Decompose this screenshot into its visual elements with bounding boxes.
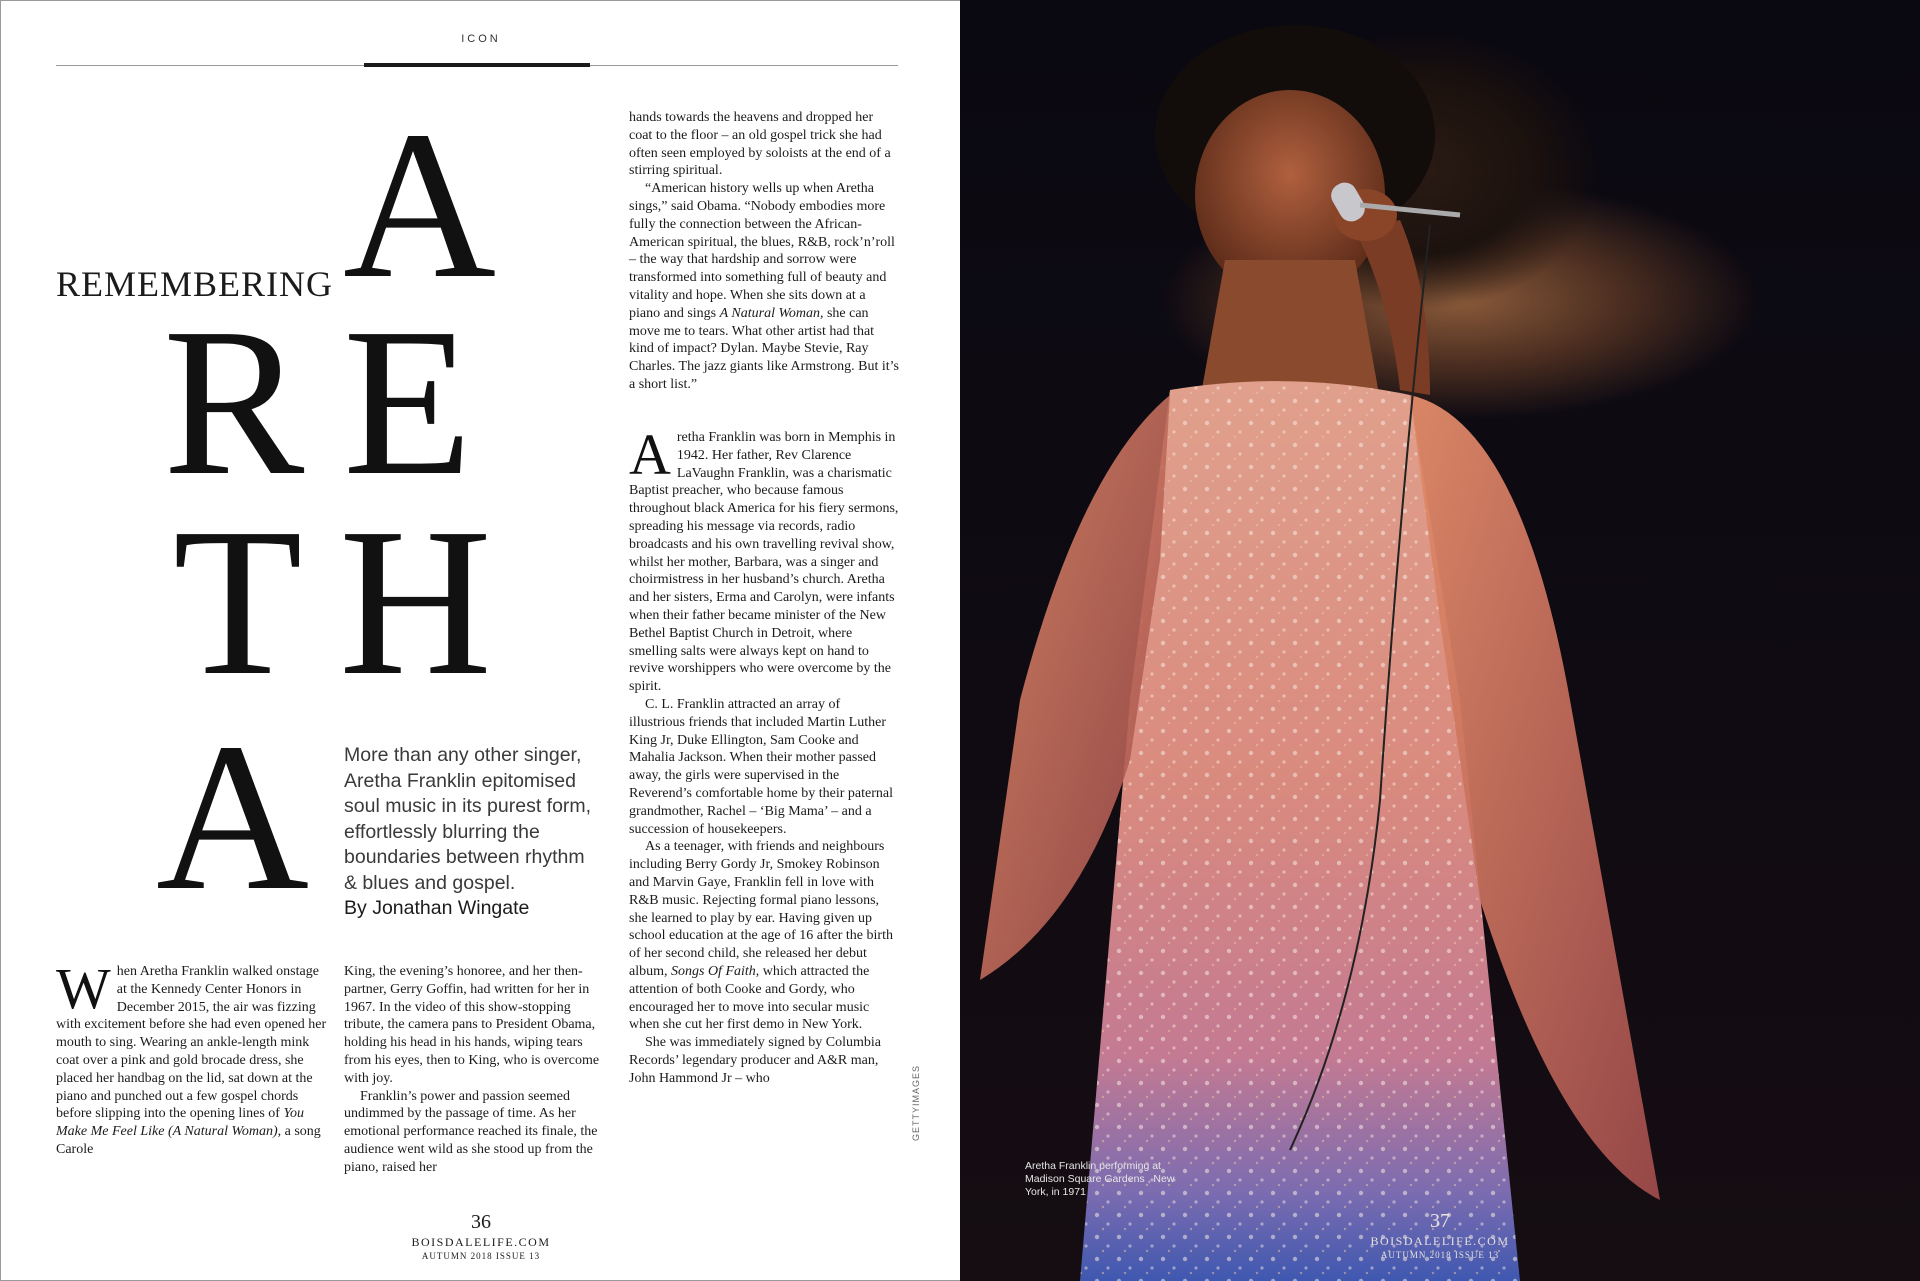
standfirst — [344, 743, 594, 922]
body-paragraph: She was immediately signed by Columbia Records’ legendary producer and A&R man, John Hammond Jr – who — [629, 1035, 882, 1086]
issue-info: AUTUMN 2018 ISSUE 13 — [421, 1251, 541, 1261]
page-number: 36 — [471, 1211, 491, 1233]
title-letter-r: R — [163, 284, 307, 519]
drop-cap-a: A — [629, 422, 671, 487]
title-letter-a1: A — [343, 87, 499, 322]
title-letter-e: E — [343, 284, 475, 519]
body-text: hen Aretha Franklin walked onstage at the Kennedy Center Honors in December 2015, the air was fizzing with excitement before she had even opened her mouth to sing. Wearing an ankle-length mink coat over a pink and gold brocade dress, she placed her handbag on the lid, sat down at the piano and punched out a few gospel chords before slipping into the opening lines of — [56, 964, 327, 1122]
drop-cap-w: W — [56, 956, 111, 1021]
title-letter-h: H — [339, 484, 495, 719]
neck-shape — [1200, 260, 1380, 400]
body-text: , a song Carole — [56, 1124, 321, 1157]
byline-name: Jonathan Wingate — [372, 897, 530, 919]
photo-caption: Aretha Franklin performing at Madison Square Gardens , New York, in 1971 — [1025, 1160, 1175, 1198]
singer-photo — [960, 0, 1920, 1281]
title-letter-t: T — [173, 484, 305, 719]
title-letter-a2: A — [156, 699, 312, 934]
site-name: BOISDALELIFE.COM — [1370, 1234, 1510, 1248]
song-title: A Natural Woman — [719, 305, 820, 321]
body-text: retha Franklin was born in Memphis in 1942. Her father, Rev Clarence LaVaughn Franklin, was a charismatic Baptist preacher, who because famous throughout black America for his fiery sermons, spreading his message via records, radio broadcasts and his own travelling revival show, whilst her mother, Barbara, was a singer and choirmistress in her husband’s church. Aretha and her sisters, Erma and Carolyn, were infants when their father became minister of the New Bethel Baptist Church in Detroit, where smelling salts were always kept on hand to revive worshippers who were overcome by the spirit. — [629, 430, 899, 695]
body-text: As a teenager, with friends and neighbours including Berry Gordy Jr, Smokey Robinson and Marvin Gaye, Franklin fell in love with R&B music. Rejecting formal piano lessons, she learned to play by ear. Having given up school education at the age of 16 after the birth of her second child, she released her debut album, — [629, 839, 893, 979]
byline-prefix: By — [344, 897, 367, 919]
photo-credit: GETTYIMAGES — [911, 1064, 921, 1141]
standfirst-text: More than any other singer, Aretha Franklin epitomised soul music in its purest form, effortlessly blurring the boundaries between rhythm & blues and gospel. — [344, 744, 592, 894]
body-text: , which attracted the attention of both Cooke and Gordy, who encouraged her to move into secular music when she cut her first demo in New York. — [629, 963, 870, 1033]
right-page-photo — [960, 0, 1920, 1281]
body-text: “American history wells up when Aretha sings,” said Obama. “Nobody embodies more fully the connection between the African-American spiritual, the blues, R&B, rock’n’roll – the way that hardship and sorrow were transformed into something full of beauty and vitality and hope. When she sits down at a piano and sings — [629, 181, 895, 321]
body-paragraph: hands towards the heavens and dropped her coat to the floor – an old gospel trick she had often seen employed by soloists at the end of a stirring spiritual. — [629, 110, 891, 179]
body-paragraph: C. L. Franklin attracted an array of illustrious friends that included Martin Luther King Jr, Duke Ellington, Sam Cooke and Mahalia Jackson. When their mother passed away, the girls were supervised in the Reverend’s comfortable home by their paternal grandmother, Rachel – ‘Big Mama’ – and a succession of housekeepers. — [629, 696, 893, 837]
body-paragraph: Franklin’s power and passion seemed undimmed by the passage of time. As her emotional performance reached its finale, the audience went wild as she stood up from the piano, raised her — [344, 1088, 598, 1175]
body-column-3-bottom — [629, 422, 899, 1087]
headline-kicker: REMEMBERING — [56, 264, 334, 304]
body-column-1 — [56, 956, 328, 1159]
body-text: , she can move me to tears. What other artist had that kind of impact? Dylan. Maybe Stevie, Ray Charles. The jazz giants like Armstrong. But it’s a short list.” — [629, 305, 899, 392]
section-label: ICON — [461, 33, 501, 45]
body-paragraph: King, the evening’s honoree, and her then-partner, Gerry Goffin, had written for her in 1967. In the video of this show-stopping tribute, the camera pans to President Obama, holding his head in his hands, wiping tears from his eyes, then to King, who is overcome with joy. — [344, 964, 600, 1086]
header-rule-accent — [364, 63, 590, 67]
body-column-2 — [344, 963, 608, 1177]
issue-info: AUTUMN 2018 ISSUE 13 — [1380, 1250, 1500, 1260]
song-title: You Make Me Feel Like (A Natural Woman) — [56, 1106, 304, 1140]
site-name: BOISDALELIFE.COM — [411, 1235, 551, 1249]
page-number: 37 — [1430, 1210, 1450, 1232]
body-column-3-top — [629, 109, 899, 394]
album-title: Songs Of Faith — [671, 963, 756, 979]
